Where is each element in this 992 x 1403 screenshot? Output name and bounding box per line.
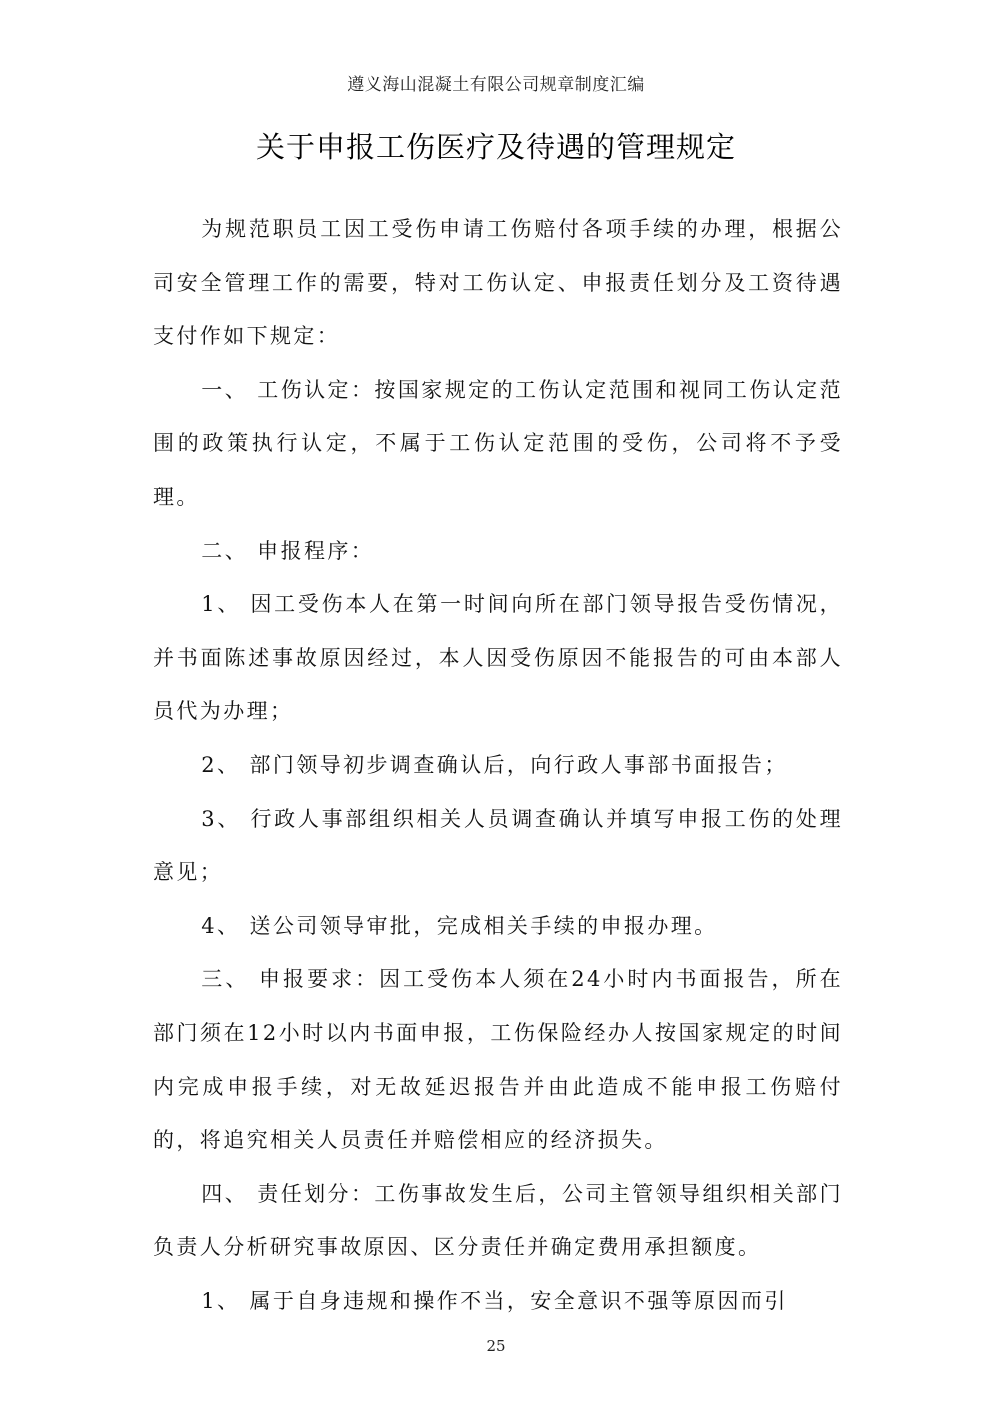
page-number: 25 xyxy=(486,1337,506,1355)
paragraph-procedure-3: 3、 行政人事部组织相关人员调查确认并填写申报工伤的处理意见； xyxy=(153,806,843,885)
running-header: 遵义海山混凝土有限公司规章制度汇编 xyxy=(347,75,645,95)
document-body xyxy=(153,203,843,1328)
paragraph-section-4: 四、 责任划分：工伤事故发生后，公司主管领导组织相关部门负责人分析研究事故原因、区分责任并确定费用承担额度。 xyxy=(153,1181,843,1260)
paragraph-section-1: 一、 工伤认定：按国家规定的工伤认定范围和视同工伤认定范围的政策执行认定，不属于工伤认定范围的受伤，公司将不予受理。 xyxy=(153,377,843,509)
paragraph-intro: 为规范职员工因工受伤申请工伤赔付各项手续的办理，根据公司安全管理工作的需要，特对工伤认定、申报责任划分及工资待遇支付作如下规定： xyxy=(153,217,843,349)
paragraph-procedure-2: 2、 部门领导初步调查确认后，向行政人事部书面报告； xyxy=(201,752,788,777)
paragraph-responsibility-1: 1、 属于自身违规和操作不当，安全意识不强等原因而引 xyxy=(201,1288,788,1313)
paragraph-procedure-1: 1、 因工受伤本人在第一时间向所在部门领导报告受伤情况，并书面陈述事故原因经过，本人因受伤原因不能报告的可由本部人员代为办理； xyxy=(153,592,843,724)
paragraph-section-3: 三、 申报要求：因工受伤本人须在24小时内书面报告，所在部门须在12小时以内书面申报，工伤保险经办人按国家规定的时间内完成申报手续，对无故延迟报告并由此造成不能申报工伤赔付的，将追究相关人员责任并赔偿相应的经济损失。 xyxy=(153,967,843,1153)
paragraph-procedure-4: 4、 送公司领导审批，完成相关手续的申报办理。 xyxy=(201,913,718,938)
paragraph-section-2-heading: 二、 申报程序： xyxy=(201,538,375,563)
document-title: 关于申报工伤医疗及待遇的管理规定 xyxy=(255,130,736,164)
